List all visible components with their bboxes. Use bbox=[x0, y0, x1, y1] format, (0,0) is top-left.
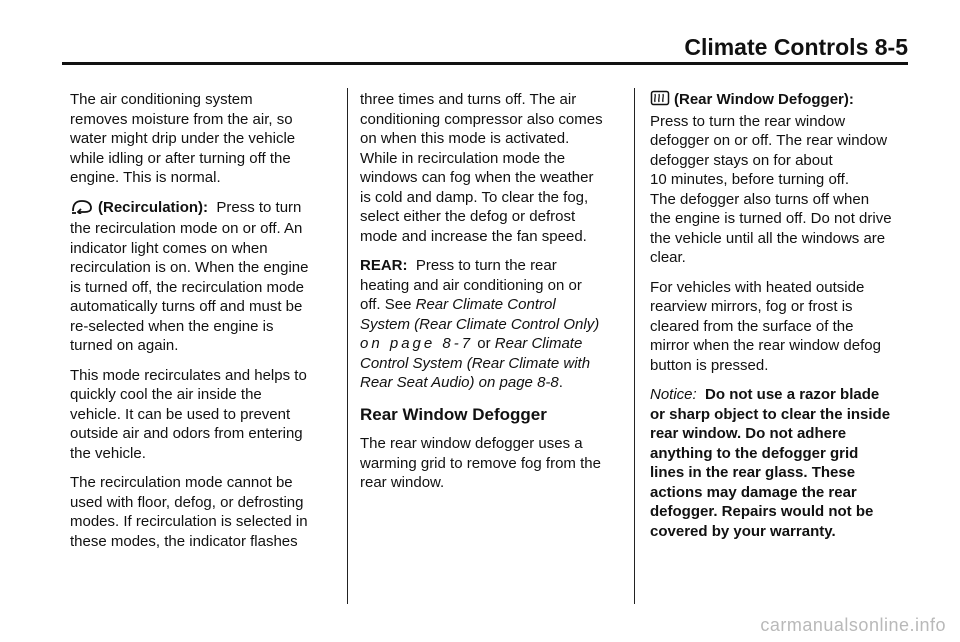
text-line: warming grid to remove fog from the bbox=[360, 454, 601, 472]
text-line: The air conditioning system bbox=[70, 91, 253, 108]
rear-climate-link[interactable]: System (Rear Climate Control Only) bbox=[360, 315, 600, 333]
text-line: conditioning compressor also comes bbox=[360, 110, 603, 128]
paragraph-recirc-continued bbox=[360, 90, 628, 246]
text-line: or sharp object to clear the inside bbox=[650, 405, 891, 423]
text-line: While in recirculation mode the bbox=[360, 149, 566, 167]
text-line: used with floor, defog, or defrosting bbox=[70, 493, 304, 511]
text-line: The rear window defogger uses a bbox=[360, 435, 583, 452]
section-heading-rear-window-defogger: Rear Window Defogger bbox=[360, 404, 547, 424]
text-line: these modes, the indicator flashes bbox=[70, 532, 298, 550]
text-line: recirculation is on. When the engine bbox=[70, 259, 309, 276]
column-1 bbox=[70, 90, 338, 561]
page-header-title: Climate Controls 8-5 bbox=[684, 34, 908, 60]
text-line: is cold and damp. To clear the fog, bbox=[360, 188, 589, 206]
paragraph-rear bbox=[360, 256, 628, 393]
text-line: defogger stays on for about bbox=[650, 151, 833, 169]
text-line: quickly cool the air inside the bbox=[70, 386, 262, 403]
page-reference-link[interactable]: on page 8-7 bbox=[360, 335, 474, 352]
text-line: automatically turns off and must be bbox=[70, 298, 303, 315]
text-line: while idling or after turning off the bbox=[70, 149, 291, 167]
paragraph-defogger-button bbox=[650, 90, 912, 268]
text-line: For vehicles with heated outside bbox=[650, 278, 865, 296]
text-line: the engine is turned off. Do not drive bbox=[650, 210, 892, 227]
paragraph-notice bbox=[650, 385, 912, 541]
header-rule bbox=[62, 62, 908, 65]
rear-label: REAR: bbox=[360, 257, 408, 274]
text-line: rearview mirrors, fog or frost is bbox=[650, 298, 853, 315]
text-line: vehicle. It can be used to prevent bbox=[70, 405, 291, 423]
notice-label: Notice: bbox=[650, 386, 697, 403]
paragraph-ac-moisture bbox=[70, 90, 338, 188]
text-line: The recirculation mode cannot be bbox=[70, 474, 293, 491]
text-line: the recirculation mode on or off. An bbox=[70, 220, 303, 237]
text-line: is turned off, the recirculation mode bbox=[70, 278, 305, 296]
rear-climate-audio-link[interactable]: Control System (Rear Climate with bbox=[360, 354, 591, 372]
recirculation-icon bbox=[70, 199, 94, 220]
paragraph-recirc-modes bbox=[70, 473, 338, 551]
text-line: windows can fog when the weather bbox=[360, 169, 594, 186]
paragraph-recirculation bbox=[70, 198, 338, 356]
text-line: lines in the rear glass. These bbox=[650, 464, 856, 481]
text-line: covered by your warranty. bbox=[650, 522, 836, 540]
column-3 bbox=[650, 90, 912, 551]
rear-climate-link[interactable]: Rear Climate Control bbox=[415, 296, 556, 313]
notice-text: Do not use a razor blade bbox=[705, 386, 880, 403]
text-line: the vehicle until all the windows are bbox=[650, 229, 886, 247]
text-line: This mode recirculates and helps to bbox=[70, 366, 307, 384]
rear-text: . bbox=[558, 374, 563, 391]
text-line: outside air and odors from entering bbox=[70, 425, 303, 442]
paragraph-defogger-intro bbox=[360, 434, 628, 493]
text-line: 10 minutes, before turning off. bbox=[650, 171, 850, 188]
text-line: the vehicle. bbox=[70, 444, 146, 462]
watermark: carmanualsonline.info bbox=[760, 615, 946, 635]
text-line: three times and turns off. The air bbox=[360, 91, 577, 108]
text-line: clear. bbox=[650, 249, 686, 266]
text-line: water might drip under the vehicle bbox=[70, 130, 296, 147]
text-line: modes. If recirculation is selected in bbox=[70, 513, 308, 530]
rear-climate-audio-link[interactable]: Rear Seat Audio) on page 8-8 bbox=[360, 374, 559, 391]
text-line: mirror when the rear window defog bbox=[650, 337, 881, 354]
text-line: engine. This is normal. bbox=[70, 169, 221, 186]
text-line: mode and increase the fan speed. bbox=[360, 227, 587, 245]
rear-defogger-icon bbox=[650, 90, 670, 112]
paragraph-heated-mirrors bbox=[650, 278, 912, 376]
rear-text: heating and air conditioning on or bbox=[360, 276, 582, 294]
text-line: cleared from the surface of the bbox=[650, 317, 854, 335]
text-line: button is pressed. bbox=[650, 356, 769, 374]
text-line: select either the defog or defrost bbox=[360, 208, 576, 225]
column-divider bbox=[347, 88, 348, 604]
paragraph-recirc-cooling bbox=[70, 366, 338, 464]
rear-text: or bbox=[473, 335, 495, 352]
text-line: indicator light comes on when bbox=[70, 239, 268, 257]
text-line: Press to turn the rear window bbox=[650, 112, 846, 130]
text-line: re-selected when the engine is bbox=[70, 317, 274, 335]
text-line: defogger on or off. The rear window bbox=[650, 132, 888, 149]
rear-climate-audio-link[interactable]: Rear Climate bbox=[494, 335, 583, 352]
text-line: The defogger also turns off when bbox=[650, 190, 870, 208]
text-line: defogger. Repairs would not be bbox=[650, 503, 874, 520]
text-line: anything to the defogger grid bbox=[650, 444, 859, 462]
text-line: actions may damage the rear bbox=[650, 483, 857, 501]
text-line: rear window. Do not adhere bbox=[650, 425, 847, 442]
text-line: removes moisture from the air, so bbox=[70, 110, 293, 128]
text-line: turned on again. bbox=[70, 337, 179, 354]
defogger-label: (Rear Window Defogger): bbox=[674, 91, 854, 108]
recirculation-label: (Recirculation): bbox=[98, 198, 209, 216]
rear-text: Press to turn the rear bbox=[415, 257, 557, 274]
rear-text: off. See bbox=[360, 296, 416, 313]
recirculation-text: Press to turn bbox=[216, 198, 302, 216]
column-2 bbox=[360, 90, 628, 503]
text-line: on when this mode is activated. bbox=[360, 130, 570, 147]
column-divider bbox=[634, 88, 635, 604]
text-line: rear window. bbox=[360, 474, 445, 491]
